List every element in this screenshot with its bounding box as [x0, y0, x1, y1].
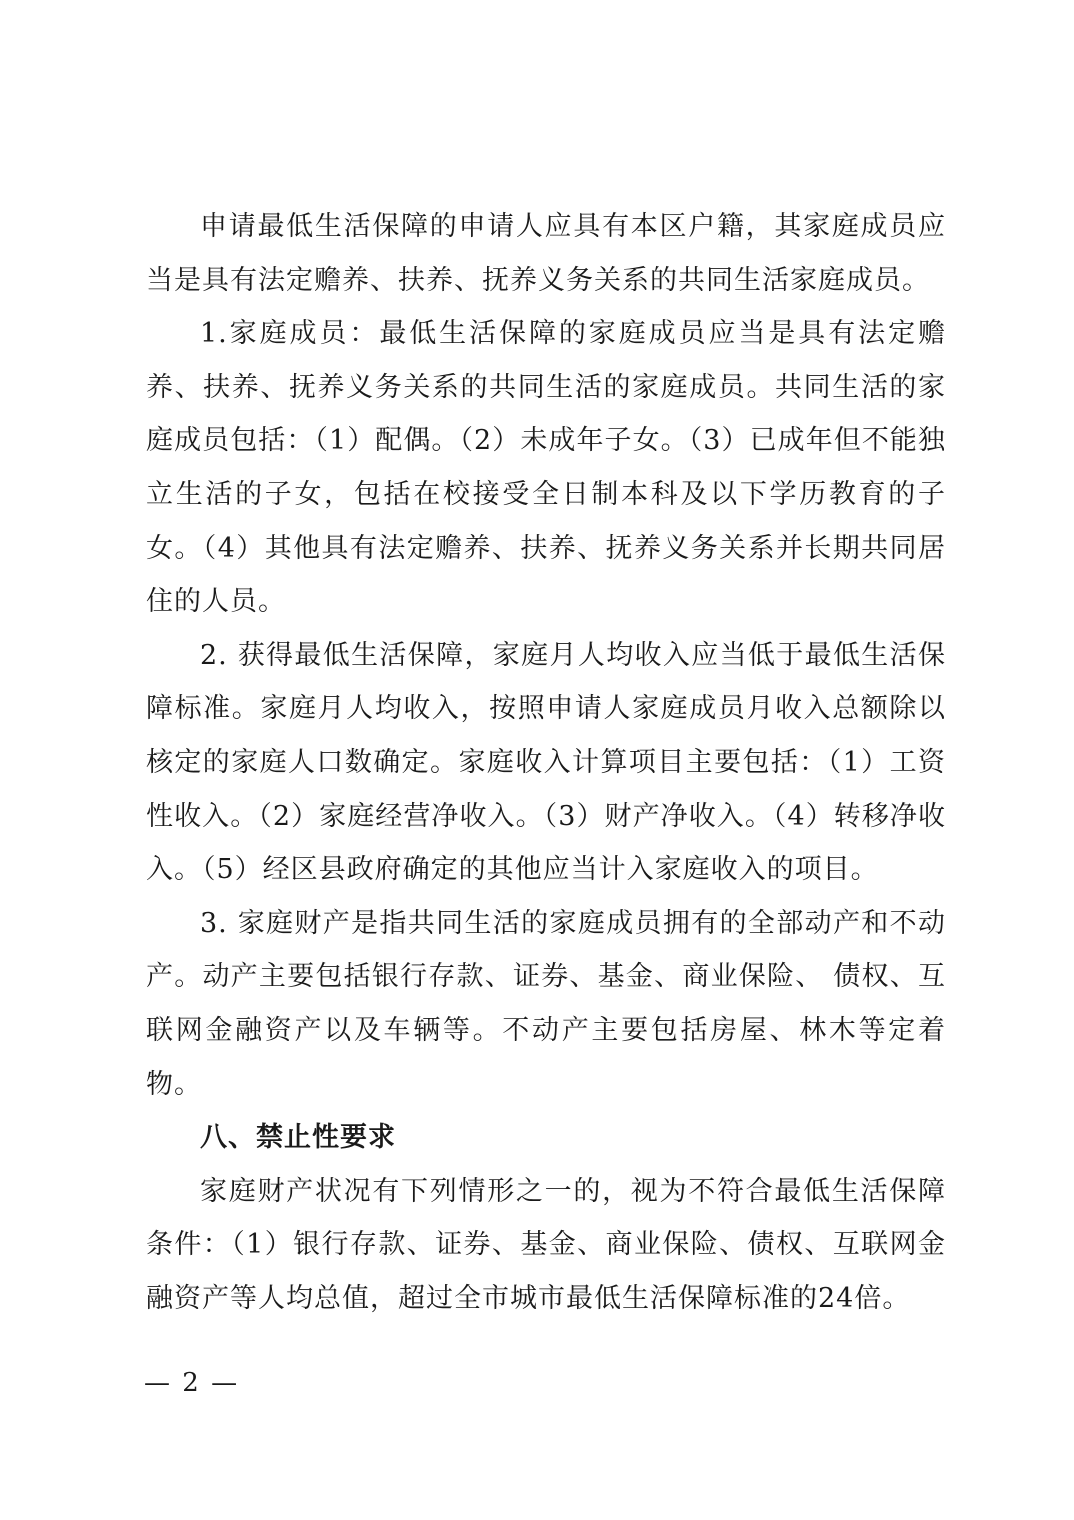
paragraph-income: 2. 获得最低生活保障，家庭月人均收入应当低于最低生活保障标准。家庭月人均收入，按照申请人家庭成员月收入总额除以核定的家庭人口数确定。家庭收入计算项目主要包括：（1）工资性收入。（2）家庭经营净收入。（3）财产净收入。（4）转移净收入。（5）经区县政府确定的其他应当计入家庭收入的项目。 [146, 639, 946, 886]
page-number: — 2 — [144, 1368, 240, 1398]
paragraph-family-members: 1.家庭成员：最低生活保障的家庭成员应当是具有法定赡养、扶养、抚养义务关系的共同生活的家庭成员。共同生活的家庭成员包括：（1）配偶。（2）未成年子女。（3）已成年但不能独立生活的子女，包括在校接受全日制本科及以下学历教育的子女。（4）其他具有法定赡养、扶养、抚养义务关系并长期共同居住的人员。 [146, 318, 946, 618]
paragraph-property: 3. 家庭财产是指共同生活的家庭成员拥有的全部动产和不动产。动产主要包括银行存款、证券、基金、商业保险、 债权、互联网金融资产以及车辆等。不动产主要包括房屋、林木等定着物。 [146, 907, 946, 1100]
document-body [146, 200, 946, 1325]
paragraph-eligibility: 申请最低生活保障的申请人应具有本区户籍，其家庭成员应当是具有法定赡养、扶养、抚养义务关系的共同生活家庭成员。 [146, 211, 946, 296]
paragraph-prohibitions: 家庭财产状况有下列情形之一的，视为不符合最低生活保障条件：（1）银行存款、证券、基金、商业保险、债权、互联网金融资产等人均总值，超过全市城市最低生活保障标准的24倍。 [146, 1175, 946, 1314]
section-heading-prohibitions: 八、禁止性要求 [200, 1122, 396, 1154]
